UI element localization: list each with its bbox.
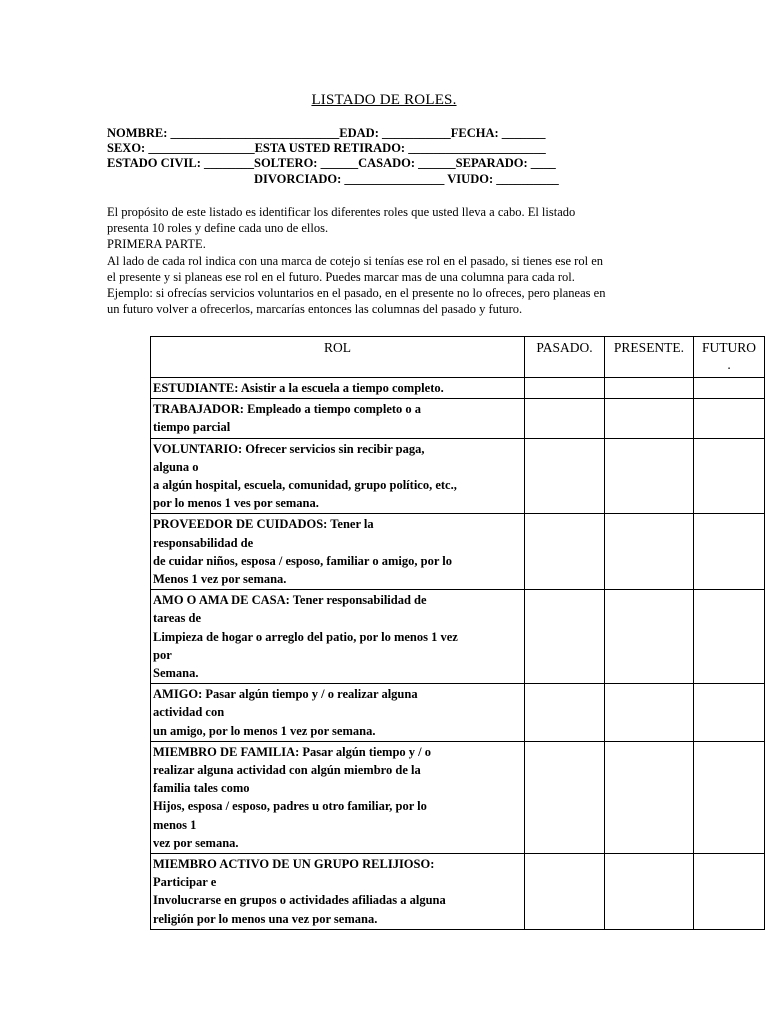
role-text-line: tareas de [153, 611, 202, 626]
header-futuro-dot: . [727, 357, 731, 372]
checkbox-cell-futuro[interactable] [694, 741, 765, 853]
role-text-line: de cuidar niños, esposa / esposo, familiar o amigo, por lo [153, 553, 452, 568]
role-text-line: actividad con [153, 705, 225, 720]
instruction-line: Al lado de cada rol indica con una marca de cotejo si tenías ese rol en el pasado, si tienes ese rol en [107, 253, 603, 268]
header-futuro [694, 337, 765, 378]
checkbox-cell-presente[interactable] [605, 514, 694, 590]
role-text-line: responsabilidad de [153, 535, 254, 550]
table-row [151, 590, 765, 684]
instruction-line: un futuro volver a ofrecerlos, marcarías entonces las columnas del pasado y futuro. [107, 302, 523, 317]
role-text-line: AMIGO: Pasar algún tiempo y / o realizar alguna [153, 687, 418, 702]
role-text-line: religión por lo menos una vez por semana. [153, 911, 378, 926]
table-row [151, 741, 765, 853]
instruction-line: presenta 10 roles y define cada uno de ellos. [107, 221, 329, 236]
checkbox-cell-pasado[interactable] [525, 684, 605, 742]
role-description [151, 590, 525, 684]
checkbox-cell-presente[interactable] [605, 378, 694, 399]
role-description [151, 399, 525, 438]
role-text-line: vez por semana. [153, 835, 239, 850]
role-text-line: AMO O AMA DE CASA: Tener responsabilidad de [153, 593, 427, 608]
checkbox-cell-pasado[interactable] [525, 514, 605, 590]
role-description [151, 684, 525, 742]
checkbox-cell-presente[interactable] [605, 590, 694, 684]
checkbox-cell-pasado[interactable] [525, 438, 605, 514]
role-text-line: MIEMBRO DE FAMILIA: Pasar algún tiempo y / o [153, 744, 432, 759]
role-text-line: Menos 1 vez por semana. [153, 572, 287, 587]
header-rol: ROL [151, 337, 525, 378]
role-text-line: alguna o [153, 459, 199, 474]
table-row [151, 514, 765, 590]
table-row [151, 438, 765, 514]
role-text-line: a algún hospital, escuela, comunidad, grupo político, etc., [153, 478, 457, 493]
role-text-line: TRABAJADOR: Empleado a tiempo completo o a [153, 402, 422, 417]
checkbox-cell-pasado[interactable] [525, 590, 605, 684]
role-text-line: PROVEEDOR DE CUIDADOS: Tener la [153, 517, 374, 532]
role-text-line: por lo menos 1 ves por semana. [153, 496, 319, 511]
form-row-divorced: DIVORCIADO: ________________ VIUDO: __________ [254, 172, 559, 186]
checkbox-cell-presente[interactable] [605, 684, 694, 742]
header-pasado: PASADO. [525, 337, 605, 378]
table-row [151, 399, 765, 438]
checkbox-cell-futuro[interactable] [694, 590, 765, 684]
role-text-line: un amigo, por lo menos 1 vez por semana. [153, 723, 376, 738]
checkbox-cell-pasado[interactable] [525, 854, 605, 930]
role-description [151, 378, 525, 399]
checkbox-cell-futuro[interactable] [694, 514, 765, 590]
role-text-line: por [153, 647, 172, 662]
checkbox-cell-pasado[interactable] [525, 399, 605, 438]
checkbox-cell-futuro[interactable] [694, 854, 765, 930]
header-presente: PRESENTE. [605, 337, 694, 378]
role-text-line: Semana. [153, 666, 199, 681]
role-text-line: Limpieza de hogar o arreglo del patio, por lo menos 1 vez [153, 629, 458, 644]
role-text-line: tiempo parcial [153, 420, 231, 435]
checkbox-cell-futuro[interactable] [694, 399, 765, 438]
role-text-line: familia tales como [153, 781, 250, 796]
instruction-line: Ejemplo: si ofrecías servicios voluntarios en el pasado, en el presente no lo ofreces, pero planeas en [107, 286, 606, 301]
role-description [151, 741, 525, 853]
checkbox-cell-presente[interactable] [605, 438, 694, 514]
table-row [151, 378, 765, 399]
role-description [151, 854, 525, 930]
role-text-line: VOLUNTARIO: Ofrecer servicios sin recibir paga, [153, 441, 425, 456]
table-row [151, 684, 765, 742]
page-title: LISTADO DE ROLES. [311, 92, 457, 108]
role-text-line: realizar alguna actividad con algún miembro de la [153, 763, 421, 778]
role-text-line: Involucrarse en grupos o actividades afiliadas a alguna [153, 893, 446, 908]
role-text-line: Hijos, esposa / esposo, padres u otro familiar, por lo [153, 799, 427, 814]
form-row-name: NOMBRE: ___________________________EDAD: ___________FECHA: _______ [107, 126, 546, 140]
roles-table [150, 336, 765, 969]
role-description [151, 438, 525, 514]
checkbox-cell-presente[interactable] [605, 399, 694, 438]
table-header-row [151, 337, 765, 378]
role-text-line: ESTUDIANTE: Asistir a la escuela a tiempo completo. [153, 381, 444, 395]
instructions [107, 204, 667, 317]
checkbox-cell-pasado[interactable] [525, 741, 605, 853]
form-row-civil-status: ESTADO CIVIL: ________SOLTERO: ______CASADO: ______SEPARADO: ____ [107, 156, 556, 170]
role-text-line: Participar e [153, 875, 217, 890]
checkbox-cell-presente[interactable] [605, 854, 694, 930]
page-bottom-margin [0, 930, 768, 1024]
role-text-line: MIEMBRO ACTIVO DE UN GRUPO RELIJIOSO: [153, 857, 435, 872]
role-text-line: menos 1 [153, 817, 197, 832]
header-futuro-text: FUTURO [701, 340, 756, 355]
instruction-line: el presente y si planeas ese rol en el futuro. Puedes marcar mas de una columna para cada rol. [107, 269, 575, 284]
checkbox-cell-presente[interactable] [605, 741, 694, 853]
instruction-line: El propósito de este listado es identificar los diferentes roles que usted lleva a cabo. El listado [107, 205, 576, 219]
section-heading: PRIMERA PARTE. [107, 237, 206, 252]
form-row-sex: SEXO: _________________ESTA USTED RETIRADO: ______________________ [107, 141, 546, 155]
checkbox-cell-pasado[interactable] [525, 378, 605, 399]
table-row [151, 854, 765, 930]
checkbox-cell-futuro[interactable] [694, 438, 765, 514]
checkbox-cell-futuro[interactable] [694, 378, 765, 399]
checkbox-cell-futuro[interactable] [694, 684, 765, 742]
role-description [151, 514, 525, 590]
